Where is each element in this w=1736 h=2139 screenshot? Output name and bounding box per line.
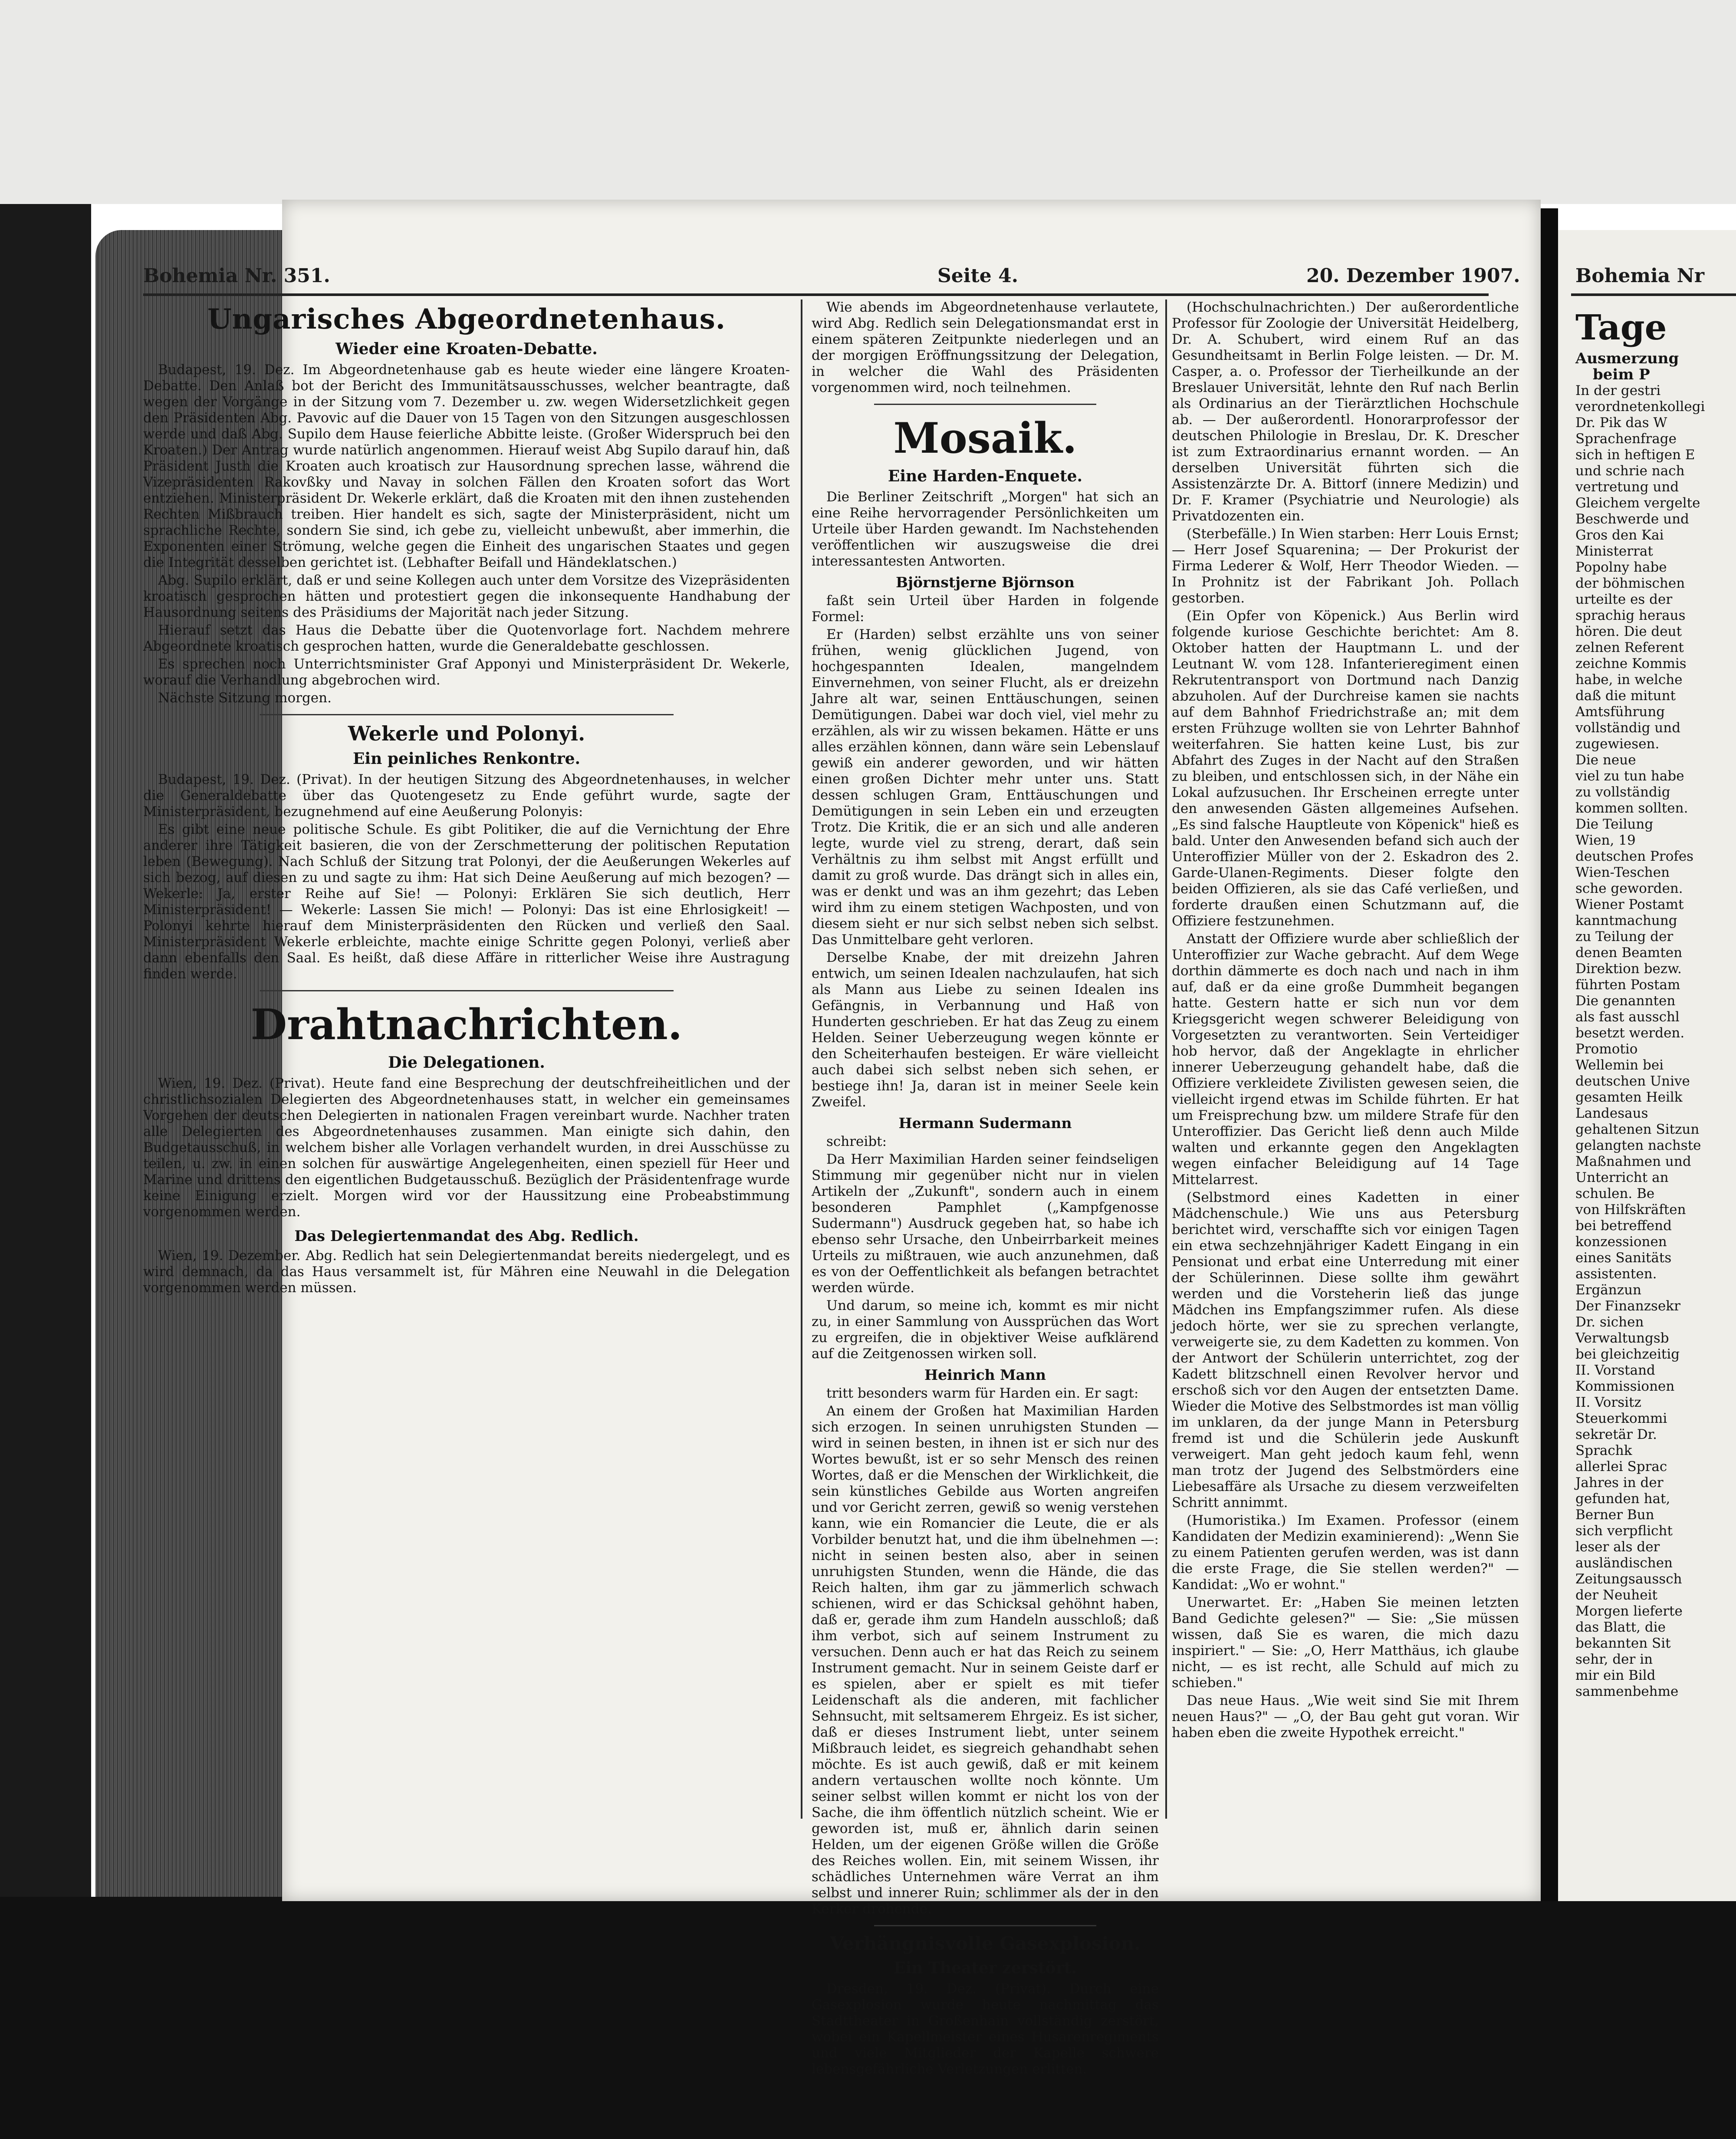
next-page-line: vollständig und (1575, 720, 1681, 736)
next-page-line: Wien, 19 (1575, 833, 1636, 848)
article-paragraph: Derselbe Knabe, der mit dreizehn Jahren entwich, um seinen Idealen nachzulaufen, hat sich als Mann aus Liebe zu seinen Idealen ins Gefängnis, in Verbannung und Haß von Hunderten geschrieben. Er hat das Zeug zu einem Helden. Seiner Ueberzeugung wegen könnte er den Scheiterhaufen besteigen. Er wäre vielleicht auch dabei sich selbst neben sich sehen, er bestiege ihn! Ja, daran ist in meiner Seele kein Zweifel. (812, 950, 1159, 1110)
article-paragraph: Anstatt der Offiziere wurde aber schließlich der Unteroffizier zur Wache gebracht. Auf dem Wege dorthin dämmerte es doch nach und nach in ihm auf, daß er da eine große Dummheit begangen hatte. Gestern hatte er sich nun vor dem Kriegsgericht wegen schwerer Beleidigung von Vorgesetzten zu verantworten. Sein Verteidiger hob hervor, daß der Angeklagte in ehrlicher innerer Ueberzeugung gehandelt habe, daß die Offiziere verkleidete Zivilisten gewesen seien, die vielleicht irgend etwas im Schilde führten. Er hat um Freisprechung bzw. um mildere Strafe für den Unteroffizier. Das Gericht ließ denn auch Milde walten und erkannte gegen den Angeklagten wegen einfacher Beleidigung auf 14 Tage Mittelarrest. (1172, 931, 1519, 1188)
section-heading: Mosaik. (893, 414, 1077, 463)
next-page-line: konzessionen (1575, 1234, 1667, 1250)
article-separator (874, 1925, 1096, 1926)
next-page-line: sich in heftigen E (1575, 447, 1695, 463)
next-page-line: Landesaus (1575, 1106, 1648, 1121)
next-page-line: vertretung und (1575, 479, 1679, 495)
article-paragraph: (Humoristika.) Im Examen. Professor (einem Kandidaten der Medizin examinierend): „Wenn Sie zu einem Patienten gerufen werden, was ist dann die erste Frage, die Sie stellen werden?" — Kandidat: „Wo er wohnt." (1172, 1513, 1519, 1593)
article-paragraph: tritt besonders warm für Harden ein. Er sagt: (826, 1385, 1139, 1401)
next-page-line: Die neue (1575, 752, 1636, 768)
next-page-line: eines Sanitäts (1575, 1250, 1672, 1266)
next-page-line: In der gestri (1575, 383, 1661, 398)
next-page-line: der Neuheit (1575, 1587, 1657, 1603)
article-paragraph: (Sterbefälle.) In Wien starben: Herr Louis Ernst; — Herr Josef Squarenina; — Der Prokurist der Firma Lederer & Wolf, Herr Theodor Wieden. — In Prohnitz ist der Fabrikant Joh. Pollach gestorben. (1172, 526, 1519, 606)
article-paragraph: Unerwartet. Er: „Haben Sie meinen letzten Band Gedichte gelesen?" — Sie: „Sie müssen wissen, daß Sie es waren, die mich dazu inspiriert." — Sie: „O, Herr Matthäus, ich glaube nicht, — es ist recht, alle Schuld auf mich zu schieben." (1172, 1595, 1519, 1691)
section-subheading: beim P (1593, 366, 1650, 383)
next-page-line: sprachig heraus (1575, 608, 1686, 623)
author-name: Hermann Sudermann (898, 1115, 1072, 1132)
next-page-line: verordnetenkollegi (1575, 399, 1705, 415)
column-divider (801, 299, 802, 1819)
next-page-line: führten Postam (1575, 977, 1680, 993)
column-3 (1172, 299, 1519, 1905)
next-page-line: sche geworden. (1575, 881, 1683, 896)
header-rule (143, 293, 1489, 296)
next-page-line: sekretär Dr. (1575, 1427, 1657, 1442)
article-paragraph: Dresden, 19. Dez. (Privat). Durch eine Gasexplosion wurde heute nachmittag das Stadttheater in Großenhain vollständig zerstört, wobei ein Kapellmeister eines Husarenregiments und viele Mitglieder der Kapelle schwere lebensgefährliche Verletzungen erlitten. (812, 1981, 1159, 2077)
author-name: Björnstjerne Björnson (896, 574, 1075, 591)
next-page-line: gelangten nachste (1575, 1138, 1701, 1153)
next-page-line: Verwaltungsb (1575, 1330, 1669, 1346)
column-1 (143, 299, 790, 1905)
next-page-line: Dr. Pik das W (1575, 415, 1667, 431)
next-page-line: das Blatt, die (1575, 1619, 1666, 1635)
section-heading: Wekerle und Polonyi. (348, 722, 585, 745)
next-page-line: Sprachk (1575, 1443, 1632, 1458)
next-page-line: Ergänzun (1575, 1282, 1642, 1298)
next-page-line: Unterricht an (1575, 1170, 1669, 1185)
next-page-line: besetzt werden. (1575, 1025, 1685, 1041)
next-page-line: deutschen Profes (1575, 849, 1694, 864)
article-paragraph: An einem der Großen hat Maximilian Harden sich erzogen. In seinen unruhigsten Stunden — wird in seinen besten, in ihnen ist er sich nur des Wortes bewußt, ist er so sehr Mensch des reinen Wortes, daß er die Menschen der Wirklichkeit, die sein künstliches Gebilde aus Worten angreifen und vor Gericht zerren, gewiß so wenig verstehen kann, wie ein Romancier die Leute, die er als Vorbilder benutzt hat, und die ihm übelnehmen —: nicht in seinen besten also, aber in seinen unruhigsten Stunden, wenn die Hände, die das Reich halten, ihm gar zu jämmerlich schwach schienen, wird er das Schicksal gehöhnt haben, daß er, gerade ihm zum Handeln ausschloß; daß ihm verbot, sich auf seinem Instrument zu versuchen. Denn auch er hat das Reich zu seinem Instrument gemacht. Nur in seinem Geiste darf er es spielen, aber er spielt es mit tiefer Leidenschaft als die anderen, mit fachlicher Sehnsucht, mit seltsamerem Ehrgeiz. Es ist sicher, daß er dieses Instrument liebt, unter seinem Mißbrauch leidet, es siegreich gehandhabt sehen möchte. Es ist auch gewiß, daß er mit keinem andern vertauschen wollte noch könnte. Um seiner selbst willen kommt er nicht los von der Sache, die ihm öffentlich nützlich scheint. Wie er geworden ist, muß er, ähnlich darin seinen Helden, um der eigenen Größe willen die Größe des Reiches wollen. Ein, mit seinem Wissen, ihr schädliches Unternehmen wäre Verrat an ihm selbst und innerer Ruin; schlimmer als der in den Kerker drohende. (812, 1403, 1159, 1917)
article-paragraph: Budapest, 19. Dez. Im Abgeordnetenhause gab es heute wieder eine längere Kroaten-Debatte. Den Anlaß bot der Bericht des Immunitätsausschusses, welcher beantragte, daß wegen der Vorgänge in der Sitzung vom 7. Dezember u. zw. wegen Widersetzlichkeit gegen den Präsidenten Abg. Pavovic auf die Dauer von 15 Tagen von den Sitzungen ausgeschlossen werde und daß Abg. Supilo dem Hause feierliche Abbitte leiste. (Großer Widerspruch bei den Kroaten.) Der Antrag wurde natürlich angenommen. Hierauf weist Abg Supilo darauf hin, daß Präsident Justh die Kroaten auch kroatisch zur Hausordnung sprechen lasse, während die Vizepräsidenten Rakovßky und Navay in solchen Fällen den Kroaten sofort das Wort entziehen. Ministerpräsident Dr. Wekerle erklärt, daß die Kroaten mit den ihnen zustehenden Rechten Mißbrauch treiben. Hier handelt es sich, sagte der Ministerpräsident, nicht um sprachliche Rechte, sondern Sie sind, ich gebe zu, vielleicht unbewußt, aber immerhin, die Exponenten einer Strömung, welche gegen die Einheit des ungarischen Staates und gegen die Integrität desselben gerichtet ist. (Lebhafter Beifall und Händeklatschen.) (143, 362, 790, 570)
next-page-line: Amtsführung (1575, 704, 1665, 720)
next-page-line: von Hilfskräften (1575, 1202, 1686, 1218)
next-page-line: Direktion bezw. (1575, 961, 1682, 977)
next-page-line: kanntmachung (1575, 913, 1677, 928)
book-spine-gutter (1541, 208, 1558, 1901)
header-date: 20. Dezember 1907. (1306, 265, 1520, 287)
next-page-line: allerlei Sprac (1575, 1459, 1667, 1474)
section-subheading: Ein peinliches Renkontre. (352, 750, 581, 768)
section-heading: Tage (1575, 307, 1667, 348)
next-page-line: II. Vorsitz (1575, 1395, 1641, 1410)
next-page-line: bei gleichzeitig (1575, 1346, 1680, 1362)
article-paragraph: (Ein Opfer von Köpenick.) Aus Berlin wird folgende kuriose Geschichte berichtet: Am 8. Oktober hatten der Hauptmann L. und der Leutnant W. vom 128. Infanterieregiment einen Rekrutentransport von Dortmund nach Danzig abzuholen. Auf der Durchreise kamen sie nachts auf dem Bahnhof Friedrichstraße an; mit dem ersten Frühzuge wollten sie von Lehrter Bahnhof weiterfahren. Sie hatten keine Lust, bis zur Abfahrt des Zuges in der Nacht auf den Straßen zu bleiben, und entschlossen sich, in der Nähe ein Lokal aufzusuchen. Ihr Erscheinen erregte unter den anwesenden Gästen allgemeines Aufsehen. „Es sind falsche Hauptleute von Köpenick" hieß es bald. Unter den Anwesenden befand sich auch der Unteroffizier Müller von der 2. Eskadron des 2. Garde-Ulanen-Regiments. Dieser folgte den beiden Offizieren, als sie das Café verließen, und forderte draußen einen Schutzmann auf, die Offiziere festzunehmen. (1172, 608, 1519, 929)
next-page-line: Ministerrat (1575, 543, 1653, 559)
article-paragraph: Es gibt eine neue politische Schule. Es gibt Politiker, die auf die Vernichtung der Ehre anderer ihre Tätigkeit basieren, die von der Zerschmetterung der politischen Reputation leben (Bewegung). Nach Schluß der Sitzung trat Polonyi, der die Aeußerungen Wekerles auf sich bezog, auf diesen zu und sagte zu ihm: Hat sich Deine Aeußerung auf mich bezogen? — Wekerle: Ja, erster Reihe auf Sie! — Polonyi: Erklären Sie sich deutlich, Herr Ministerpräsident! — Wekerle: Lassen Sie mich! — Polonyi: Das ist eine Ehrlosigkeit! — Polonyi kehrte hierauf dem Ministerpräsidenten den Rücken und verließ den Saal. Ministerpräsident Wekerle erbleichte, machte einige Schritte gegen Polonyi, verließ aber dann ebenfalls den Saal. Es heißt, daß diese Affäre in ritterlicher Weise ihre Austragung finden werde. (143, 822, 790, 982)
next-page-line: II. Vorstand (1575, 1362, 1655, 1378)
article-separator (874, 404, 1096, 405)
next-page-line: ausländischen (1575, 1555, 1673, 1571)
next-page-line: sammenbehme (1575, 1684, 1679, 1699)
next-page-line: Jahres in der (1575, 1475, 1664, 1491)
next-page-line: viel zu tun habe (1575, 768, 1684, 784)
next-page-line: Der Finanzsekr (1575, 1298, 1680, 1314)
next-page-line: Beschwerde und (1575, 511, 1689, 527)
next-page-line: assistenten. (1575, 1266, 1657, 1282)
article-paragraph: Es sprechen noch Unterrichtsminister Graf Apponyi und Ministerpräsident Dr. Wekerle, worauf die Verhandlung abgebrochen wird. (143, 656, 790, 688)
next-page-line: schulen. Be (1575, 1186, 1655, 1201)
next-page-line: habe, in welche (1575, 672, 1683, 688)
article-paragraph: (Selbstmord eines Kadetten in einer Mädchenschule.) Wie uns aus Petersburg berichtet wird, verschaffte sich vor einigen Tagen ein etwa sechzehnjähriger Kadett Eingang in ein Pensionat und erbat eine Unterredung mit einer der Schülerinnen. Diese sollte ihm gewährt werden und die Vorsteherin ließ das junge Mädchen ins Empfangszimmer rufen. Als diese jedoch hörte, wer sie zu sprechen verlangte, verweigerte sie, zu dem Kadetten zu kommen. Von der Antwort der Schülerin unterrichtet, zog der Kadett blitzschnell einen Revolver hervor und erschoß sich vor den Augen der entsetzten Dame. Wieder die Motive des Selbstmordes ist man völlig im unklaren, da der junge Mann in Petersburg fremd ist und die Schülerin jede Auskunft verweigert. Man geht jedoch kaum fehl, wenn man trotz der Jugend des Selbstmörders eine Liebesaffäre als Ursache zu diesem verzweifelten Schritt annimmt. (1172, 1190, 1519, 1510)
next-page-line: denen Beamten (1575, 945, 1683, 961)
article-paragraph: Wien, 19. Dezember. Abg. Redlich hat sein Delegiertenmandat bereits niedergelegt, und es wird demnach, da das Haus versammelt ist, für Mähren eine Neuwahl in die Delegation vorgenommen werden müssen. (143, 1248, 790, 1296)
next-page-line: leser als der (1575, 1539, 1660, 1555)
next-page-line: Popolny habe (1575, 559, 1667, 575)
article-paragraph: Nächste Sitzung morgen. (158, 690, 332, 706)
next-page-line: zugewiesen. (1575, 736, 1660, 752)
page-header (143, 265, 1520, 295)
article-paragraph: Das neue Haus. „Wie weit sind Sie mit Ihrem neuen Haus?" — „O, der Bau geht gut voran. Wir haben eben die zweite Hypothek erreicht." (1172, 1693, 1519, 1741)
article-paragraph: Abg. Supilo erklärt, daß er und seine Kollegen auch unter dem Vorsitze des Vizepräsidenten kroatisch gesprochen hätten und protestiert gegen die inkonsequente Handhabung der Hausordnung seitens des Präsidiums der Majorität nach jeder Sitzung. (143, 573, 790, 620)
next-page-masthead: Bohemia Nr (1575, 265, 1705, 287)
next-page-line: gehaltenen Sitzun (1575, 1122, 1700, 1137)
next-page-line: daß die mitunt (1575, 688, 1676, 704)
next-page-line: hören. Die deut (1575, 624, 1682, 639)
next-page-line: Die genannten (1575, 993, 1676, 1009)
section-heading: Ungarisches Abgeordnetenhaus. (207, 303, 726, 336)
article-paragraph: Er (Harden) selbst erzählte uns von seiner frühen, wenig glücklichen Jugend, von hochgespannten Idealen, mangelndem Einvernehmen, von seiner Flucht, als er dreizehn Jahre alt war, seinen Enttäuschungen, seinen Demütigungen. Dabei war doch viel, viel mehr zu erzählen, als wir zu wissen bekamen. Hätte er uns alles erzählen können, dann wäre sein Lebenslauf gewiß ein anderer geworden, und wir hätten einen großen Dichter mehr unter uns. Statt dessen schlugen Gram, Enttäuschungen und Demütigungen in sein Leben ein und erzeugten Trotz. Die Kritik, die er an sich und alle anderen legte, wurde viel zu streng, derart, daß sein Verhältnis zu ihm selbst mit Angst erfüllt und damit zu groß wurde. Das drängt sich in alles ein, was er denkt und was an ihm gezehrt; das Leben wird ihm zu einem stetigen Wachposten, und von diesem sieht er nur sich selbst neben sich selbst. Das Unmittelbare geht verloren. (812, 627, 1159, 948)
article-paragraph: Wien, 19. Dez. (Privat). Heute fand eine Besprechung der deutschfreiheitlichen und der christlichsozialen Delegierten des Abgeordnetenhauses statt, in welcher ein gemeinsames Vorgehen der deutschen Delegierten in nationalen Fragen vereinbart wurde. Nachher traten alle Delegierten des Abgeordnetenhauses zusammen. Man einigte sich dahin, den Budgetausschuß, in welchem bisher alle Vorlagen verhandelt wurden, in drei Ausschüsse zu teilen, u. zw. in einen solchen für auswärtige Angelegenheiten, einen speziell für Heer und Marine und drittens den eigentlichen Budgetausschuß. Bezüglich der Präsidentenfrage wurde keine Einigung erzielt. Morgen wird vor der Haussitzung eine Probeabstimmung vorgenommen werden. (143, 1076, 790, 1220)
next-page-line: zu Teilung der (1575, 929, 1674, 944)
next-page-line: und schrie nach (1575, 463, 1685, 479)
column-divider (1165, 299, 1167, 1819)
next-page-line: Gros den Kai (1575, 527, 1664, 543)
next-page-line: sehr, der in (1575, 1652, 1653, 1667)
next-page-line: urteilte es der (1575, 592, 1673, 607)
next-page-line: Berner Bun (1575, 1507, 1654, 1523)
section-subheading: Eine Harden-Enquete. (888, 467, 1083, 485)
section-subheading: Das Delegiertenmandat des Abg. Redlich. (294, 1227, 639, 1245)
next-page-line: Wiener Postamt (1575, 897, 1684, 912)
book-shadow (0, 204, 91, 1897)
article-paragraph: Budapest, 19. Dez. (Privat). In der heutigen Sitzung des Abgeordnetenhauses, in welcher die Generaldebatte über das Quotengesetz zu Ende geführt wurde, sagte der Ministerpräsident, bezugnehmend auf eine Aeußerung Polonyis: (143, 772, 790, 819)
section-heading: Drahtnachrichten. (250, 1000, 683, 1049)
next-page-line: Wellemin bei (1575, 1057, 1664, 1073)
next-page-line: zeichne Kommis (1575, 656, 1687, 671)
next-page-line: Dr. sichen (1575, 1314, 1644, 1330)
next-page-line: gefunden hat, (1575, 1491, 1670, 1507)
next-page-line: Maßnahmen und (1575, 1154, 1691, 1169)
next-page-line: Wien-Teschen (1575, 865, 1670, 880)
next-page-line: kommen sollten. (1575, 800, 1688, 816)
next-page-line: gesamten Heilk (1575, 1089, 1683, 1105)
next-page-line: bei betreffend (1575, 1218, 1672, 1234)
article-separator (260, 990, 674, 991)
header-masthead: Bohemia Nr. 351. (143, 265, 330, 287)
article-paragraph: Die Berliner Zeitschrift „Morgen" hat sich an eine Reihe hervorragender Persönlichkeiten um Urteile über Harden gewandt. Im Nachstehenden veröffentlichen wir auszugsweise die drei interessantesten Antworten. (812, 489, 1159, 569)
article-paragraph: Wie abends im Abgeordnetenhause verlautete, wird Abg. Redlich sein Delegationsmandat erst in einem späteren Zeitpunkte niederlegen und an der morgigen Eröffnungssitzung der Delegation, in welcher die Wahl des Präsidenten vorgenommen wird, noch teilnehmen. (812, 299, 1159, 395)
next-page-lines (1575, 383, 1736, 1700)
article-paragraph: Und darum, so meine ich, kommt es mir nicht zu, in einer Sammlung von Aussprüchen das Wort zu ergreifen, die in objektiver Weise aufklärend auf die Zeitgenossen wirken soll. (812, 1298, 1159, 1362)
next-page-line: Zeitungsaussch (1575, 1571, 1682, 1587)
next-page-fragment (1558, 230, 1736, 1901)
author-name: Heinrich Mann (924, 1366, 1046, 1383)
section-subheading: Ausmerzung (1575, 350, 1679, 367)
next-page-line: Sprachenfrage (1575, 431, 1677, 447)
header-rule (1571, 293, 1736, 296)
next-page-line: deutschen Unive (1575, 1073, 1690, 1089)
next-page-line: bekannten Sit (1575, 1636, 1671, 1651)
next-page-line: als fast ausschl (1575, 1009, 1680, 1025)
article-paragraph: (Hochschulnachrichten.) Der außerordentliche Professor für Zoologie der Universität Heidelberg, Dr. A. Schubert, wird einem Ruf an das Gesundheitsamt in Berlin Folge leisten. — Dr. M. Casper, a. o. Professor der Tierheilkunde an der Breslauer Universität, lehnte den Ruf nach Berlin als Ordinarius an der Tierärztlichen Hochschule ab. — Der außerordentl. Honorarprofessor der deutschen Philologie in Breslau, Dr. K. Drescher ist zum Extraordinarius ernannt worden. — An derselben Universität führten sich die Assistenzärzte Dr. A. Bittorf (innere Medizin) und Dr. F. Kramer (Psychiatrie und Neurologie) als Privatdozenten ein. (1172, 299, 1519, 524)
next-page-line: mir ein Bild (1575, 1668, 1656, 1683)
next-page-line: Steuerkommi (1575, 1411, 1667, 1426)
article-paragraph: Hierauf setzt das Haus die Debatte über die Quotenvorlage fort. Nachdem mehrere Abgeordnete kroatisch gesprochen hatten, wurde die Generaldebatte geschlossen. (143, 622, 790, 654)
next-page-line: Gleichem vergelte (1575, 495, 1700, 511)
next-page-line: zelnen Referent (1575, 640, 1684, 655)
article-paragraph: schreibt: (826, 1134, 887, 1149)
section-subheading: Wieder eine Kroaten-Debatte. (335, 340, 598, 358)
article-separator (260, 714, 674, 715)
section-heading: Verhängnisvolle Gasexplosion. (830, 1933, 1141, 1954)
scan-top-background (0, 0, 1736, 204)
article-paragraph: faßt sein Urteil über Harden in folgende Formel: (812, 593, 1159, 625)
article-paragraph: Da Herr Maximilian Harden seiner feindseligen Stimmung mir gegenüber nicht nur in vielen Artikeln der „Zukunft", sondern auch in einem besonderen Pamphlet („Kampfgenosse Sudermann") Ausdruck gegeben hat, so habe ich ebenso sehr Ursache, den Unbeirrbarkeit meines Urteils zu mißtrauen, wie auch anzunehmen, daß es von der Oeffentlichkeit als befangen betrachtet werden würde. (812, 1152, 1159, 1296)
column-2 (812, 299, 1159, 2077)
section-subheading: Ein Theater zerstört. (894, 1959, 1077, 1977)
section-subheading: Die Delegationen. (388, 1053, 545, 1072)
next-page-line: Kommissionen (1575, 1379, 1675, 1394)
next-page-line: Die Teilung (1575, 816, 1654, 832)
header-page-number: Seite 4. (937, 265, 1019, 287)
next-page-line: Morgen lieferte (1575, 1603, 1683, 1619)
next-page-line: Promotio (1575, 1041, 1638, 1057)
next-page-line: der böhmischen (1575, 576, 1685, 591)
next-page-line: sich verpflicht (1575, 1523, 1673, 1539)
next-page-column (1575, 304, 1736, 1700)
next-page-line: zu vollständig (1575, 784, 1670, 800)
